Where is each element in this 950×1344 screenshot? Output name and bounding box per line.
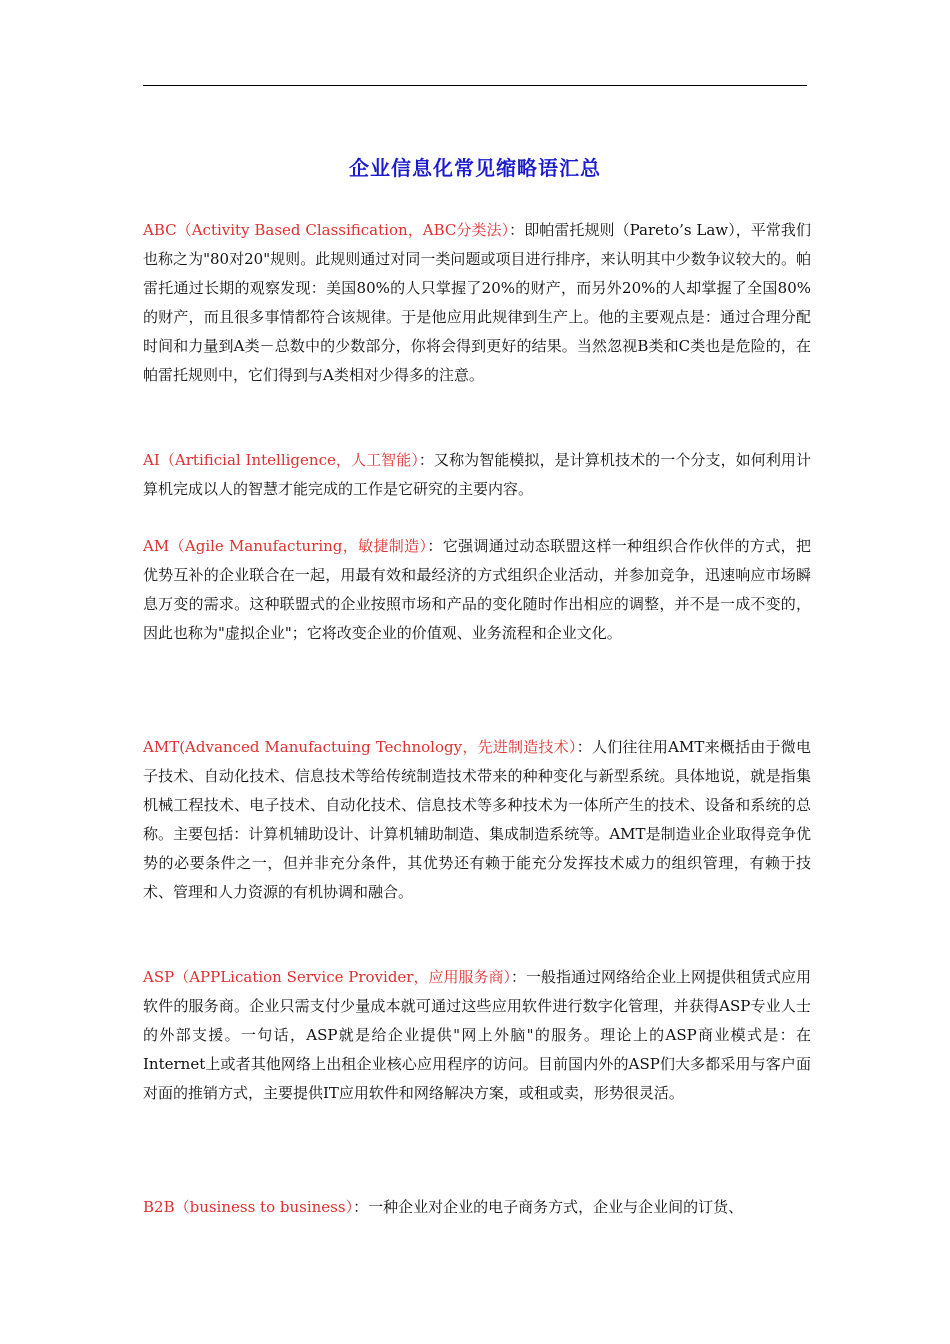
entry-abc (143, 216, 811, 390)
entry-definition: ：一般指通过网络给企业上网提供租赁式应用软件的服务商。企业只需支付少量成本就可通过这些应用软件进行数字化管理，并获得ASP专业人士的外部支援。一句话，ASP就是给企业提供"网上外脑"的服务。理论上的ASP商业模式是：在Internet上或者其他网络上出租企业核心应用程序的访问。目前国内外的ASP们大多都采用与客户面对面的推销方式，主要提供IT应用软件和网络解决方案，或租或卖，形势很灵活。 (143, 968, 811, 1102)
entry-definition: ：人们往往用AMT来概括由于微电子技术、自动化技术、信息技术等给传统制造技术带来的种种变化与新型系统。具体地说，就是指集机械工程技术、电子技术、自动化技术、信息技术等多种技术为一体所产生的技术、设备和系统的总称。主要包括：计算机辅助设计、计算机辅助制造、集成制造系统等。AMT是制造业企业取得竞争优势的必要条件之一，但并非充分条件，其优势还有赖于能充分发挥技术威力的组织管理，有赖于技术、管理和人力资源的有机协调和融合。 (143, 738, 811, 901)
entry-definition: ：一种企业对企业的电子商务方式，企业与企业间的订货、 (353, 1198, 744, 1216)
entry-am (143, 532, 811, 648)
entry-asp (143, 963, 811, 1108)
document-title: 企业信息化常见缩略语汇总 (349, 156, 601, 180)
header-rule (143, 85, 807, 86)
entry-definition: ：即帕雷托规则（Pareto’s Law），平常我们也称之为"80对20"规则。此规则通过对同一类问题或项目进行排序，来认明其中少数争议较大的。帕雷托通过长期的观察发现：美国80%的人只掌握了20%的财产，而另外20%的人却掌握了全国80%的财产，而且很多事情都符合该规律。于是他应用此规律到生产上。他的主要观点是：通过合理分配时间和力量到A类－总数中的少数部分，你将会得到更好的结果。当然忽视B类和C类也是危险的，在帕雷托规则中，它们得到与A类相对少得多的注意。 (143, 221, 811, 384)
entry-b2b (143, 1193, 811, 1222)
entry-definition: ：它强调通过动态联盟这样一种组织合作伙伴的方式，把优势互补的企业联合在一起，用最有效和最经济的方式组织企业活动，并参加竞争，迅速响应市场瞬息万变的需求。这种联盟式的企业按照市场和产品的变化随时作出相应的调整，并不是一成不变的，因此也称为"虚拟企业"；它将改变企业的价值观、业务流程和企业文化。 (143, 537, 811, 642)
entry-definition: ：又称为智能模拟，是计算机技术的一个分支，如何利用计算机完成以人的智慧才能完成的工作是它研究的主要内容。 (143, 451, 811, 498)
entry-term: ABC（Activity Based Classification，ABC分类法） (143, 221, 510, 239)
entry-term: B2B（business to business） (143, 1198, 354, 1216)
entry-term: AI（Artificial Intelligence，人工智能） (143, 451, 419, 469)
entry-term: AMT(Advanced Manufactuing Technology，先进制造技术） (143, 738, 577, 756)
entry-term: ASP（APPLication Service Provider，应用服务商） (143, 968, 511, 986)
entry-amt (143, 733, 811, 907)
entry-ai (143, 446, 811, 504)
entry-term: AM（Agile Manufacturing，敏捷制造） (143, 537, 428, 555)
